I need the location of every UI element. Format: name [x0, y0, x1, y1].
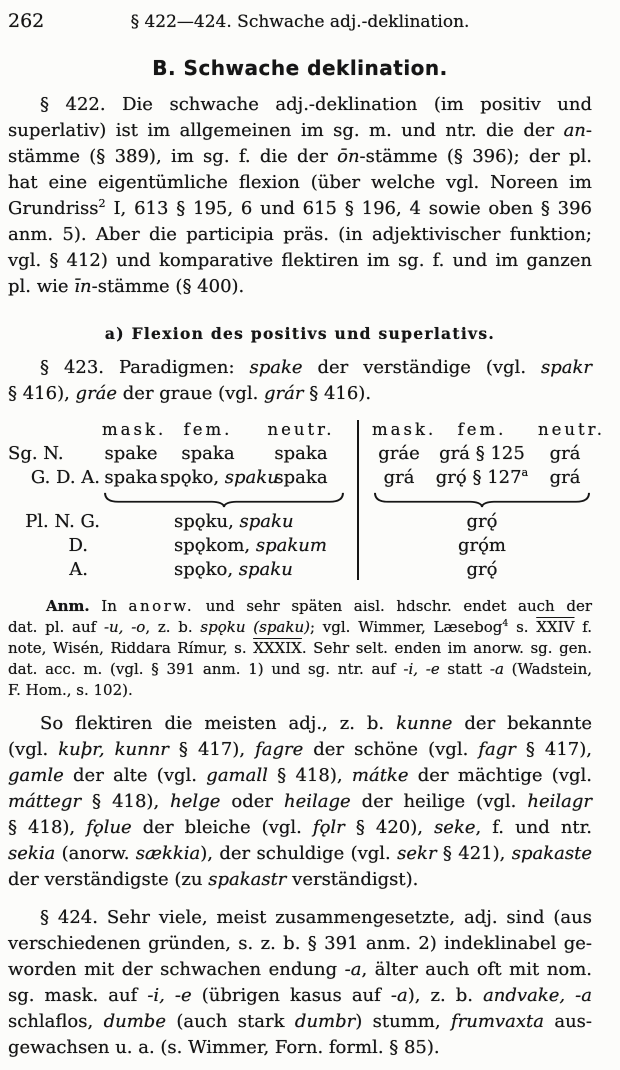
paragraph-423: [8, 355, 592, 407]
text-line: superlativ) ist im allgemeinen im sg. m. und ntr. die der an-: [8, 120, 592, 141]
text-line: § 424. Sehr viele, meist zusammengesetzte, adj. sind (aus: [40, 907, 592, 928]
table-cell: spake: [104, 443, 158, 464]
table-cell: spaka: [181, 443, 235, 464]
table-cell: spǫkom, spakum: [174, 535, 327, 556]
text-line: worden mit der schwachen endung -a, älter auch oft mit nom.: [8, 959, 592, 980]
table-cell: spǫko, spaku: [174, 559, 293, 580]
column-header: neutr.: [538, 420, 605, 439]
row-label: Sg. N.: [8, 443, 64, 464]
text-line: gewachsen u. a. (s. Wimmer, Forn. forml. § 85).: [8, 1037, 440, 1058]
page-number: 262: [8, 10, 45, 32]
table-cell: grá: [549, 467, 581, 488]
column-header: fem.: [457, 420, 507, 439]
text-line: sg. mask. auf -i, -e (übrigen kasus auf -a), z. b. andvake, -a: [8, 985, 592, 1006]
text-line: pl. wie īn-stämme (§ 400).: [8, 276, 245, 297]
column-header: mask.: [102, 420, 167, 439]
paragraph-424: [8, 905, 592, 1061]
table-cell: spǫko, spaku: [160, 467, 279, 488]
paradigm-table: [8, 417, 605, 582]
text-line: schlaflos, dumbe (auch stark dumbr) stumm, frumvaxta aus-: [8, 1011, 592, 1032]
running-title: § 422—424. Schwache adj.-deklination.: [130, 12, 470, 32]
text-line: dat. pl. auf -u, -o, z. b. spǫku (spaku); vgl. Wimmer, Læsebog$^4$ s. XXIV f.: [8, 618, 592, 636]
row-label: D.: [68, 535, 88, 556]
text-line: § 423. Paradigmen: spake der verständige (vgl. spakr: [40, 357, 592, 378]
underbrace-left: [102, 490, 346, 510]
text-line: note, Wisén, Riddara Rímur, s. XXXIX. Sehr selt. enden im anorw. sg. gen.: [8, 639, 592, 657]
text-line: Anm. In anorw. und sehr späten aisl. hdschr. endet auch der: [46, 597, 592, 615]
text-line: stämme (§ 389), im sg. f. die der ōn-stämme (§ 396); der pl.: [8, 146, 592, 167]
table-cell: grǫ́ § 127$^a$: [435, 466, 529, 488]
column-header: mask.: [372, 420, 437, 439]
text-line: § 422. Die schwache adj.-deklination (im positiv und: [40, 94, 592, 115]
text-line: § 416), gráe der graue (vgl. grár § 416).: [8, 383, 372, 404]
underbrace-right: [372, 490, 592, 510]
paragraph-422: [8, 92, 592, 300]
table-cell: grǫ́m: [457, 535, 507, 556]
text-line: gamle der alte (vgl. gamall § 418), mátke der mächtige (vgl.: [8, 765, 593, 786]
text-line: F. Hom., s. 102).: [8, 681, 133, 699]
table-cell: grá: [549, 443, 581, 464]
table-cell: gráe: [378, 443, 420, 464]
row-label: A.: [69, 559, 88, 580]
row-label: G. D. A.: [30, 467, 100, 488]
text-line: § 418), fǫlue der bleiche (vgl. fǫlr § 420), seke, f. und ntr.: [8, 817, 593, 838]
table-cell: spaka: [274, 443, 328, 464]
table-cell: grá § 125: [439, 443, 525, 464]
table-cell: spaka: [104, 467, 158, 488]
text-line: anm. 5). Aber die participia präs. (in adjektivischer funktion;: [8, 224, 592, 245]
table-cell: grǫ́: [466, 559, 498, 580]
subsection-heading: a) Flexion des positivs und superlativs.: [104, 324, 496, 343]
paragraph-so-flektiren: [8, 711, 592, 893]
text-line: sekia (anorw. sækkia), der schuldige (vgl. sekr § 421), spakaste: [8, 843, 592, 864]
text-line: máttegr § 418), helge oder heilage der heilige (vgl. heilagr: [8, 791, 592, 812]
section-heading: B. Schwache deklination.: [152, 56, 448, 80]
text-line: vgl. § 412) und komparative flektiren im sg. f. und im ganzen: [8, 250, 592, 271]
table-divider: [357, 420, 359, 580]
page-header: [8, 8, 592, 38]
column-header: neutr.: [267, 420, 335, 439]
column-header: fem.: [183, 420, 233, 439]
table-cell: grá: [383, 467, 415, 488]
table-cell: grǫ́: [466, 511, 498, 532]
row-label: Pl. N. G.: [25, 511, 100, 532]
text-line: der verständigste (zu spakastr verständigst).: [8, 869, 419, 890]
text-line: verschiedenen gründen, s. z. b. § 391 anm. 2) indeklinabel ge-: [8, 933, 592, 954]
table-cell: spǫku, spaku: [174, 511, 294, 532]
text-line: dat. acc. m. (vgl. § 391 anm. 1) und sg. ntr. auf -i, -e statt -a (Wadstein,: [8, 660, 592, 678]
text-line: (vgl. kuþr, kunnr § 417), fagre der schöne (vgl. fagr § 417),: [8, 739, 593, 760]
table-cell: spaka: [274, 467, 328, 488]
note-anm: [8, 596, 592, 701]
text-line: So flektiren die meisten adj., z. b. kunne der bekannte: [40, 713, 593, 734]
text-line: Grundriss$^2$ I, 613 § 195, 6 und 615 § 196, 4 sowie oben § 396: [8, 197, 592, 219]
text-line: hat eine eigentümliche flexion (über welche vgl. Noreen im: [8, 172, 592, 193]
